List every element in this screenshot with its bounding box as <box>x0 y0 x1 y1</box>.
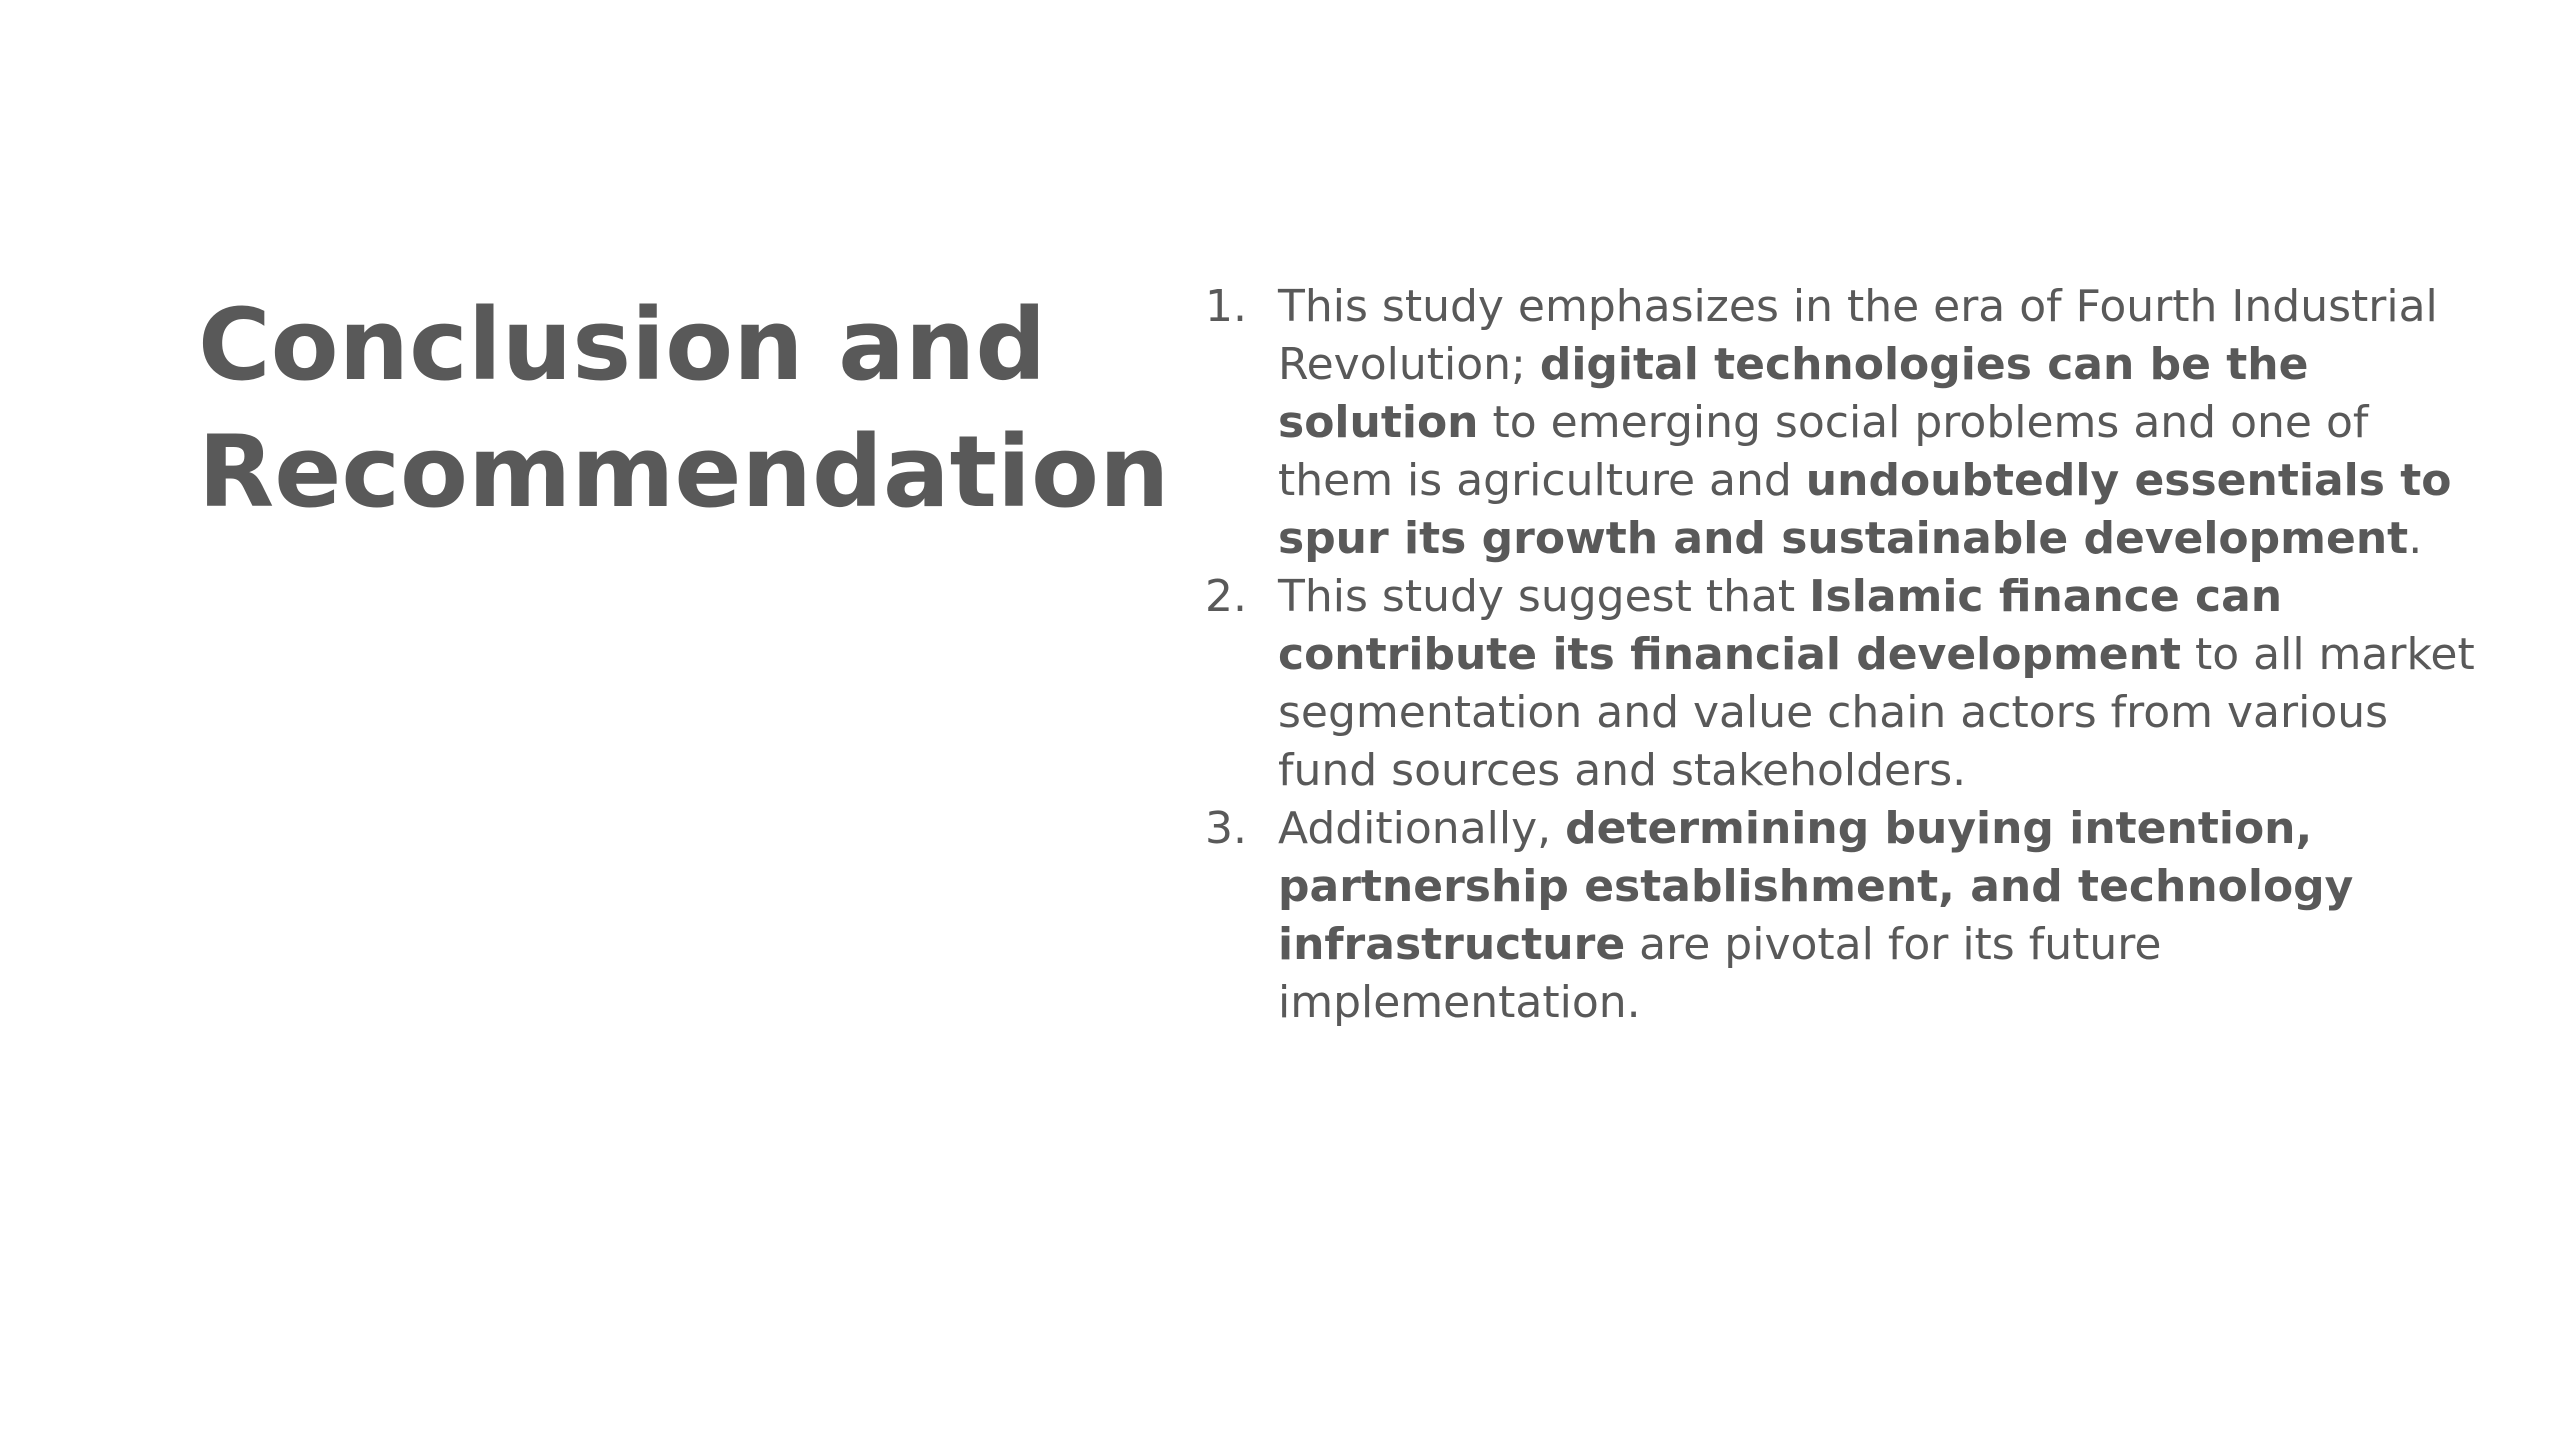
slide-body <box>1190 278 2490 1032</box>
bold-text-segment: Islamic finance can contribute its financial development <box>1278 571 2283 680</box>
list-item <box>1190 800 2490 1032</box>
list-item-number: 2. <box>1205 571 1247 622</box>
text-segment: are pivotal for its future implementation. <box>1278 919 2162 1028</box>
bold-text-segment: undoubtedly essentials to spur its growth and sustainable development <box>1278 455 2452 564</box>
text-segment: to all market segmentation and value chain actors from various fund sources and stakeholders. <box>1278 629 2475 796</box>
slide-title: Conclusion and Recommendation <box>198 288 1170 530</box>
list-item-number: 3. <box>1205 803 1247 854</box>
list-item <box>1190 568 2490 800</box>
text-segment: . <box>2408 513 2423 564</box>
bold-text-segment: determining buying intention, partnership establishment, and technology infrastructure <box>1278 803 2354 970</box>
list-item-text <box>1278 803 2353 1028</box>
list-item <box>1190 278 2490 568</box>
text-segment: This study suggest that <box>1278 571 1810 622</box>
text-segment: to emerging social problems and one of them is agriculture and <box>1278 397 2369 506</box>
text-segment: Additionally, <box>1278 803 1566 854</box>
text-segment: This study emphasizes in the era of Fourth Industrial Revolution; <box>1278 281 2438 390</box>
list-item-number: 1. <box>1205 281 1247 332</box>
numbered-list <box>1190 278 2490 1032</box>
bold-text-segment: digital technologies can be the solution <box>1278 339 2309 448</box>
list-item-text <box>1278 281 2452 564</box>
list-item-text <box>1278 571 2475 796</box>
